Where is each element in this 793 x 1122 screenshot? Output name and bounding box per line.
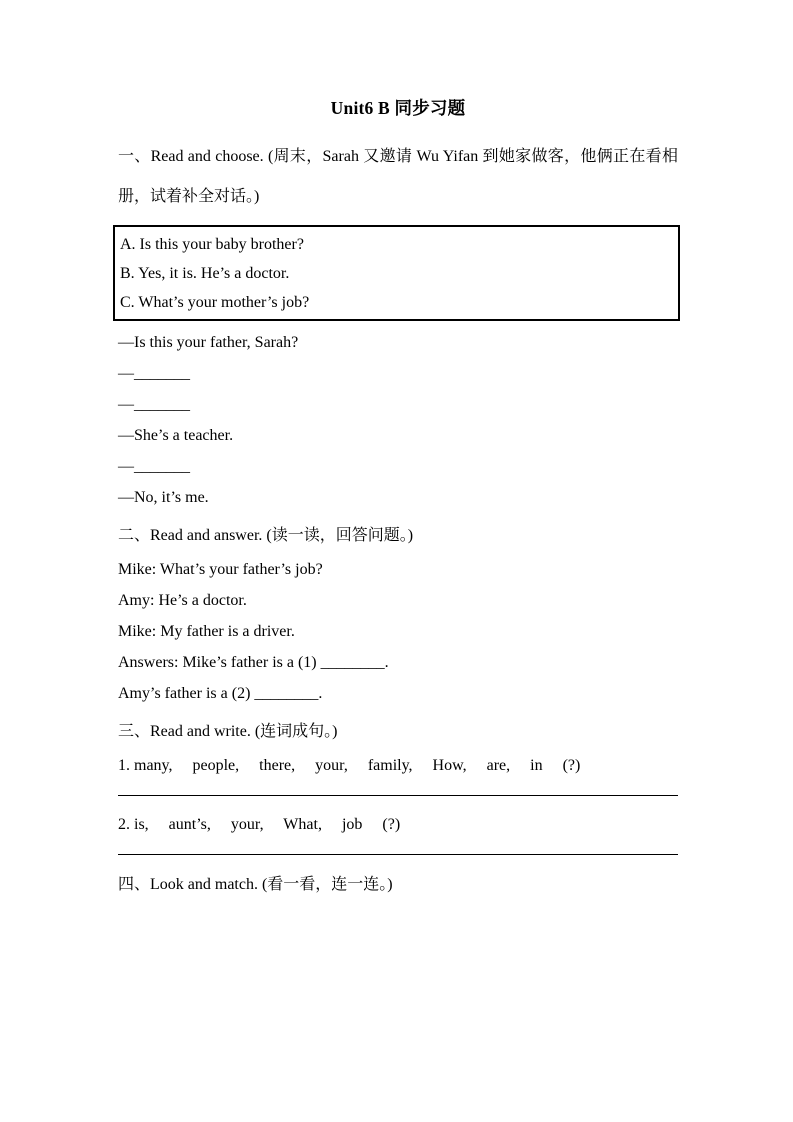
- dialogue-blank-1: —_______: [118, 365, 190, 382]
- mike-question-line: Mike: What’s your father’s job?: [118, 561, 323, 578]
- rearrange-item-1: 1. many, people, there, your, family, How, are, in (?): [118, 757, 581, 774]
- answers-blank-line-2: Amy’s father is a (2) ________.: [118, 685, 323, 702]
- answers-blank-line-1: Answers: Mike’s father is a (1) ________.: [118, 654, 389, 671]
- choice-option-c: C. What’s your mother’s job?: [120, 294, 310, 311]
- dialogue-block: [118, 327, 678, 513]
- dialogue-blank-3: —_______: [118, 458, 190, 475]
- document-title: Unit6 B 同步习题: [330, 98, 466, 118]
- amy-answer-line: Amy: He’s a doctor.: [118, 592, 247, 609]
- rearrange-item-2: 2. is, aunt’s, your, What, job (?): [118, 816, 401, 833]
- mike-statement-line: Mike: My father is a driver.: [118, 623, 295, 640]
- dialogue-line-no-its-me: —No, it’s me.: [118, 489, 209, 506]
- choice-box: [113, 225, 680, 321]
- answer-line-2: [118, 840, 678, 855]
- choice-option-b: B. Yes, it is. He’s a doctor.: [120, 265, 290, 282]
- section-two-body: [118, 554, 678, 709]
- answer-line-1: [118, 781, 678, 796]
- dialogue-line-question: —Is this your father, Sarah?: [118, 334, 299, 351]
- section-two-heading: 二、Read and answer. (读一读，回答问题。): [118, 527, 414, 544]
- dialogue-blank-2: —_______: [118, 396, 190, 413]
- section-three-heading: 三、Read and write. (连词成句。): [118, 723, 338, 740]
- dialogue-line-teacher: —She’s a teacher.: [118, 427, 234, 444]
- section-one-heading: 一、Read and choose. (周末，Sarah 又邀请 Wu Yifan 到她家做客，他俩正在看相册，试着补全对话。): [118, 148, 678, 205]
- choice-option-a: A. Is this your baby brother?: [120, 236, 304, 253]
- section-four-heading: 四、Look and match. (看一看，连一连。): [118, 876, 393, 893]
